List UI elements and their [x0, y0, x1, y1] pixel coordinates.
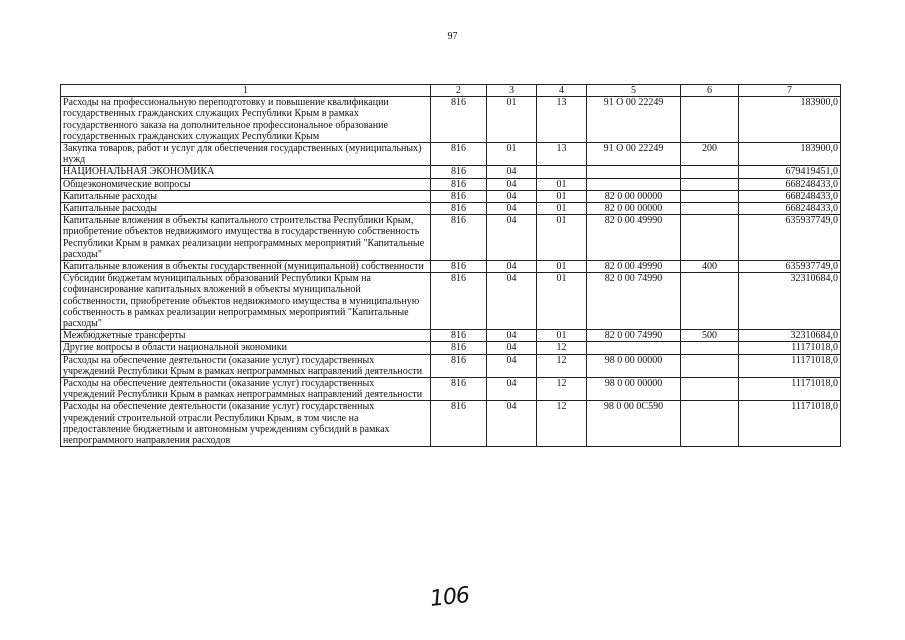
column-header: 2 [431, 85, 487, 97]
cell-sum: 635937749,0 [739, 215, 841, 261]
cell-ved: 816 [431, 342, 487, 354]
column-header: 7 [739, 85, 841, 97]
cell-pr: 12 [537, 354, 587, 377]
table-row [61, 166, 841, 178]
cell-vr [681, 215, 739, 261]
cell-ved: 816 [431, 143, 487, 166]
cell-sum: 668248433,0 [739, 178, 841, 190]
table-row [61, 190, 841, 202]
table-row [61, 330, 841, 342]
cell-name: Субсидии бюджетам муниципальных образований Республики Крым на софинансирование капитальных вложений в объекты муниципальной собственности, приобретение объектов недвижимого имущества в муниципальную собственность в рамках реализации непрограммных мероприятий "Капитальные расходы" [61, 273, 431, 330]
cell-name: НАЦИОНАЛЬНАЯ ЭКОНОМИКА [61, 166, 431, 178]
cell-ved: 816 [431, 354, 487, 377]
cell-name: Закупка товаров, работ и услуг для обеспечения государственных (муниципальных) нужд [61, 143, 431, 166]
cell-name: Расходы на профессиональную переподготовку и повышение квалификации государственных гражданских служащих Республики Крым в рамках государственного заказа на дополнительное профессиональное образование государственных гражданских служащих Республики Крым [61, 97, 431, 143]
table-row [61, 261, 841, 273]
budget-table [60, 84, 841, 447]
cell-pr: 13 [537, 97, 587, 143]
cell-csr: 98 0 00 00000 [587, 378, 681, 401]
cell-rz: 01 [487, 143, 537, 166]
table-row [61, 203, 841, 215]
cell-rz: 04 [487, 178, 537, 190]
cell-vr [681, 178, 739, 190]
cell-csr [587, 166, 681, 178]
cell-rz: 04 [487, 215, 537, 261]
cell-pr: 01 [537, 203, 587, 215]
cell-pr: 13 [537, 143, 587, 166]
cell-vr [681, 190, 739, 202]
cell-pr: 01 [537, 261, 587, 273]
cell-sum: 679419451,0 [739, 166, 841, 178]
cell-vr: 200 [681, 143, 739, 166]
cell-vr [681, 273, 739, 330]
table-row [61, 178, 841, 190]
cell-pr: 12 [537, 378, 587, 401]
table-row [61, 143, 841, 166]
cell-ved: 816 [431, 261, 487, 273]
cell-rz: 04 [487, 166, 537, 178]
page-number: 97 [447, 31, 458, 42]
handwritten-page-number: 106 [428, 583, 471, 612]
cell-ved: 816 [431, 97, 487, 143]
cell-sum: 668248433,0 [739, 203, 841, 215]
cell-rz: 04 [487, 342, 537, 354]
cell-csr: 82 0 00 74990 [587, 330, 681, 342]
cell-ved: 816 [431, 203, 487, 215]
cell-sum: 32310684,0 [739, 273, 841, 330]
cell-ved: 816 [431, 330, 487, 342]
cell-vr [681, 203, 739, 215]
table-header-row [61, 85, 841, 97]
cell-rz: 04 [487, 190, 537, 202]
cell-vr: 500 [681, 330, 739, 342]
column-header: 5 [587, 85, 681, 97]
cell-name: Капитальные вложения в объекты капитального строительства Республики Крым, приобретение объектов недвижимого имущества в государственную собственность Республики Крым в рамках реализации непрограммных мероприятий "Капитальные расходы" [61, 215, 431, 261]
cell-rz: 04 [487, 273, 537, 330]
cell-name: Другие вопросы в области национальной экономики [61, 342, 431, 354]
cell-rz: 04 [487, 378, 537, 401]
table-row [61, 215, 841, 261]
cell-csr [587, 342, 681, 354]
cell-sum: 11171018,0 [739, 342, 841, 354]
cell-csr [587, 178, 681, 190]
cell-name: Капитальные расходы [61, 190, 431, 202]
cell-sum: 183900,0 [739, 97, 841, 143]
cell-pr: 12 [537, 401, 587, 447]
cell-ved: 816 [431, 178, 487, 190]
cell-vr [681, 166, 739, 178]
cell-name: Капитальные вложения в объекты государственной (муниципальной) собственности [61, 261, 431, 273]
cell-rz: 04 [487, 203, 537, 215]
cell-vr [681, 354, 739, 377]
cell-vr [681, 342, 739, 354]
cell-pr: 12 [537, 342, 587, 354]
cell-csr: 98 0 00 00000 [587, 354, 681, 377]
cell-ved: 816 [431, 166, 487, 178]
cell-ved: 816 [431, 273, 487, 330]
cell-vr [681, 97, 739, 143]
cell-ved: 816 [431, 378, 487, 401]
column-header: 3 [487, 85, 537, 97]
cell-sum: 635937749,0 [739, 261, 841, 273]
cell-sum: 11171018,0 [739, 378, 841, 401]
cell-name: Общеэкономические вопросы [61, 178, 431, 190]
cell-sum: 183900,0 [739, 143, 841, 166]
cell-rz: 01 [487, 97, 537, 143]
table-row [61, 378, 841, 401]
cell-ved: 816 [431, 215, 487, 261]
cell-csr: 82 0 00 49990 [587, 261, 681, 273]
cell-sum: 11171018,0 [739, 354, 841, 377]
cell-csr: 82 0 00 00000 [587, 203, 681, 215]
cell-pr: 01 [537, 273, 587, 330]
cell-pr: 01 [537, 330, 587, 342]
cell-rz: 04 [487, 330, 537, 342]
cell-pr [537, 166, 587, 178]
table-row [61, 97, 841, 143]
cell-name: Межбюджетные трансферты [61, 330, 431, 342]
cell-ved: 816 [431, 401, 487, 447]
cell-csr: 98 0 00 0С590 [587, 401, 681, 447]
table-row [61, 342, 841, 354]
column-header: 1 [61, 85, 431, 97]
table-row [61, 273, 841, 330]
cell-ved: 816 [431, 190, 487, 202]
cell-pr: 01 [537, 215, 587, 261]
cell-name: Расходы на обеспечение деятельности (оказание услуг) государственных учреждений строительной отрасли Республики Крым, в том числе на предоставление бюджетным и автономным учреждениям субсидий в рамках непрограммного направления расходов [61, 401, 431, 447]
table-row [61, 401, 841, 447]
cell-rz: 04 [487, 354, 537, 377]
cell-vr [681, 401, 739, 447]
cell-csr: 91 О 00 22249 [587, 97, 681, 143]
cell-rz: 04 [487, 401, 537, 447]
cell-name: Капитальные расходы [61, 203, 431, 215]
cell-rz: 04 [487, 261, 537, 273]
cell-csr: 82 0 00 00000 [587, 190, 681, 202]
cell-sum: 32310684,0 [739, 330, 841, 342]
column-header: 4 [537, 85, 587, 97]
cell-pr: 01 [537, 190, 587, 202]
cell-name: Расходы на обеспечение деятельности (оказание услуг) государственных учреждений Республики Крым в рамках непрограммных направлений деятельности [61, 354, 431, 377]
cell-csr: 91 О 00 22249 [587, 143, 681, 166]
cell-csr: 82 0 00 49990 [587, 215, 681, 261]
cell-sum: 668248433,0 [739, 190, 841, 202]
column-header: 6 [681, 85, 739, 97]
cell-vr: 400 [681, 261, 739, 273]
table-row [61, 354, 841, 377]
cell-name: Расходы на обеспечение деятельности (оказание услуг) государственных учреждений Республики Крым в рамках непрограммных направлений деятельности [61, 378, 431, 401]
cell-sum: 11171018,0 [739, 401, 841, 447]
cell-vr [681, 378, 739, 401]
cell-pr: 01 [537, 178, 587, 190]
cell-csr: 82 0 00 74990 [587, 273, 681, 330]
